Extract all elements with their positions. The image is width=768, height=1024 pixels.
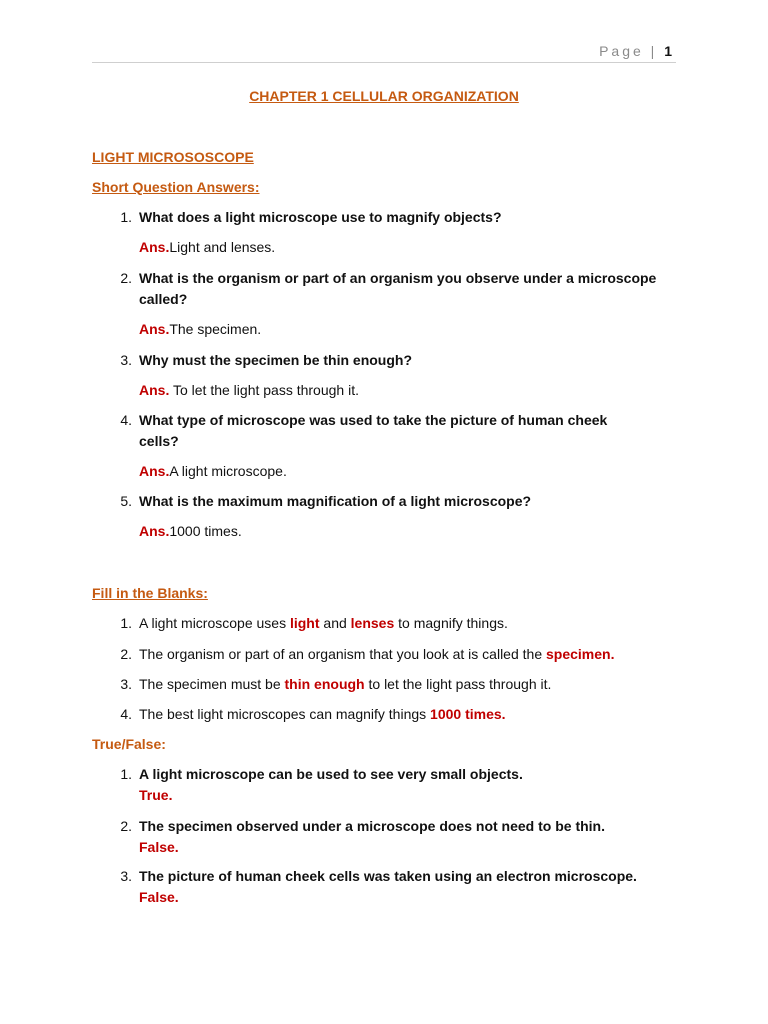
tf-answer: False. — [139, 889, 179, 905]
true-false-heading: True/False: — [92, 736, 166, 752]
answer-text: 1000 times. — [169, 523, 242, 539]
page-label-text: Page | — [599, 43, 658, 59]
question-text: What does a light microscope use to magnify objects? — [139, 209, 502, 225]
item-number: 1. — [120, 615, 132, 631]
sentence-part: and — [319, 615, 351, 631]
tf-statement: The specimen observed under a microscope does not need to be thin. — [139, 818, 605, 834]
section-title: LIGHT MICROSOSCOPE — [92, 149, 254, 165]
page-header — [92, 40, 676, 63]
tf-answer: False. — [139, 839, 179, 855]
question-number: 5. — [120, 493, 132, 509]
ans-label: Ans. — [139, 382, 170, 398]
ans-label: Ans. — [139, 239, 170, 255]
ans-label: Ans. — [139, 523, 170, 539]
blank-answer: 1000 times. — [430, 706, 506, 722]
fill-blank-sentence — [139, 674, 679, 694]
question-number: 2. — [120, 270, 132, 286]
question-text: What is the maximum magnification of a light microscope? — [139, 493, 532, 509]
item-number: 1. — [120, 766, 132, 782]
ans-label: Ans. — [139, 321, 170, 337]
item-number: 2. — [120, 818, 132, 834]
item-number: 3. — [120, 676, 132, 692]
blank-answer: lenses — [350, 615, 395, 631]
answer-line — [139, 380, 679, 400]
question-number: 3. — [120, 352, 132, 368]
question-text: What type of microscope was used to take the picture of human cheek — [139, 412, 608, 428]
sentence-part: The organism or part of an organism that you look at is called the — [139, 646, 546, 662]
tf-statement: A light microscope can be used to see very small objects. — [139, 766, 523, 782]
question-text-cont: called? — [139, 291, 188, 307]
answer-text: Light and lenses. — [169, 239, 276, 255]
answer-text: To let the light pass through it. — [169, 382, 359, 398]
answer-text: A light microscope. — [169, 463, 287, 479]
fill-blank-sentence — [139, 704, 679, 724]
item-number: 2. — [120, 646, 132, 662]
item-number: 3. — [120, 868, 132, 884]
fill-blank-sentence — [139, 644, 679, 664]
answer-line — [139, 461, 679, 481]
question-number: 1. — [120, 209, 132, 225]
page-number: 1 — [664, 43, 672, 59]
answer-line — [139, 319, 679, 339]
fill-blank-sentence — [139, 613, 679, 633]
fill-blanks-heading: Fill in the Blanks: — [92, 585, 208, 601]
blank-answer: light — [289, 615, 320, 631]
question-text: Why must the specimen be thin enough? — [139, 352, 413, 368]
answer-text: The specimen. — [169, 321, 262, 337]
answer-line — [139, 521, 679, 541]
tf-answer: True. — [139, 787, 173, 803]
sentence-part: to let the light pass through it. — [364, 676, 552, 692]
blank-answer: specimen. — [546, 646, 615, 662]
answer-line — [139, 237, 679, 257]
sentence-part: The specimen must be — [139, 676, 285, 692]
page-number-label — [599, 43, 672, 59]
item-number: 4. — [120, 706, 132, 722]
sentence-part: The best light microscopes can magnify things — [139, 706, 431, 722]
sentence-part: A light microscope uses — [139, 615, 290, 631]
question-text-cont: cells? — [139, 433, 179, 449]
short-questions-heading: Short Question Answers: — [92, 179, 260, 195]
tf-statement: The picture of human cheek cells was taken using an electron microscope. — [139, 868, 637, 884]
chapter-title: CHAPTER 1 CELLULAR ORGANIZATION — [249, 88, 519, 104]
blank-answer: thin enough — [284, 676, 365, 692]
ans-label: Ans. — [139, 463, 170, 479]
question-number: 4. — [120, 412, 132, 428]
sentence-part: to magnify things. — [394, 615, 508, 631]
question-text: What is the organism or part of an organism you observe under a microscope — [139, 270, 657, 286]
